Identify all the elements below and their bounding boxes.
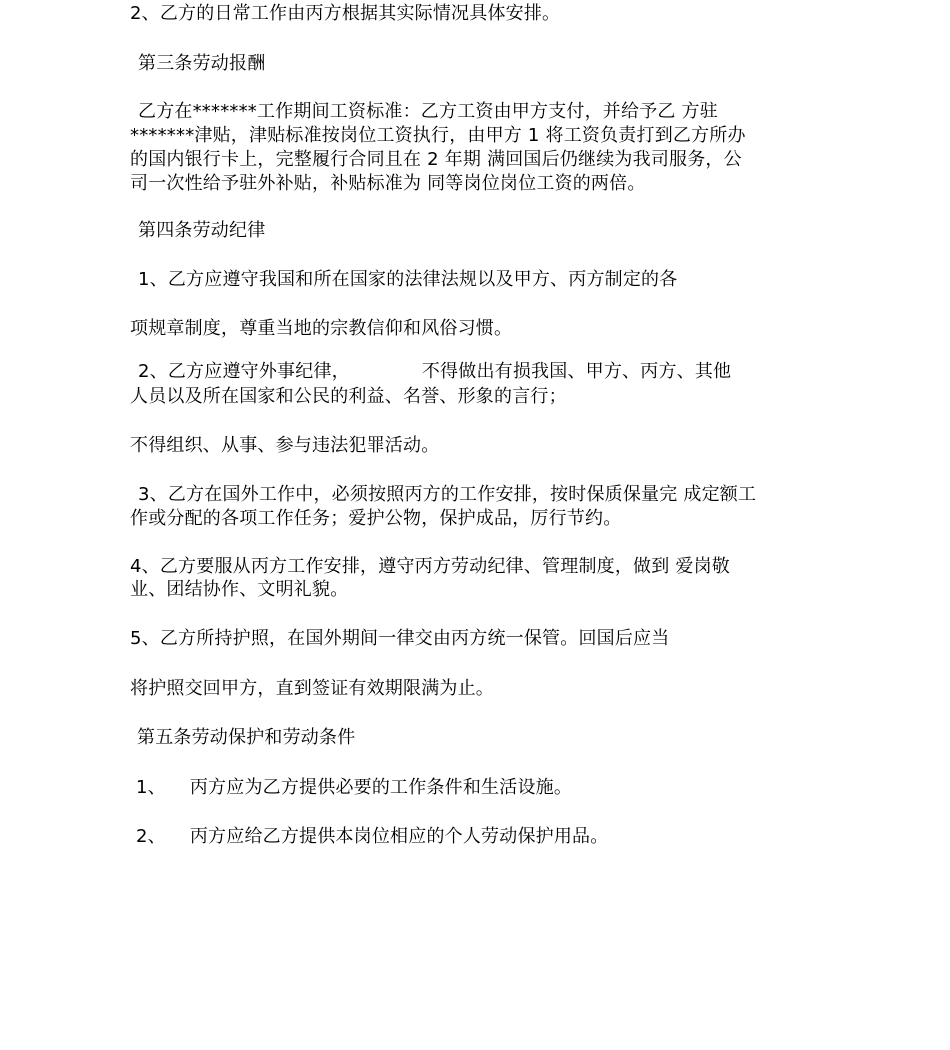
article-3-text-line-3: 的国内银行卡上，完整履行合同且在 2 年期 满回国后仍继续为我司服务，公 <box>130 149 742 170</box>
article-5-clause-2-number: 2、 <box>136 826 166 847</box>
article-4-heading: 第四条劳动纪律 <box>138 220 266 241</box>
article-3-heading: 第三条劳动报酬 <box>138 53 266 74</box>
article-4-clause-5-line-2: 将护照交回甲方，直到签证有效期限满为止。 <box>130 678 494 699</box>
article-4-clause-3-line-2: 作或分配的各项工作任务；爱护公物，保护成品，厉行节约。 <box>130 508 622 529</box>
article-4-clause-2-line-2: 人员以及所在国家和公民的利益、名誉、形象的言行； <box>130 386 567 407</box>
article-3-text-line-2: *******津贴，津贴标准按岗位工资执行，由甲方 1 将工资负责打到乙方所办 <box>130 125 746 146</box>
article-4-clause-5-line-1: 5、乙方所持护照，在国外期间一律交由丙方统一保管。回国后应当 <box>130 628 670 649</box>
article-4-clause-2-part-a: 2、乙方应遵守外事纪律， <box>138 361 350 382</box>
article-4-clause-2-line-1 <box>138 360 731 384</box>
article-3-text-line-1: 乙方在*******工作期间工资标准：乙方工资由甲方支付，并给予乙 方驻 <box>138 101 718 122</box>
clause-2-daily-work: 2、乙方的日常工作由丙方根据其实际情况具体安排。 <box>130 3 561 24</box>
article-4-clause-1-line-1: 1、乙方应遵守我国和所在国家的法律法规以及甲方、丙方制定的各 <box>138 269 678 290</box>
article-4-clause-4-line-1: 4、乙方要服从丙方工作安排，遵守丙方劳动纪律、管理制度，做到 爱岗敬 <box>130 556 730 577</box>
article-5-clause-1-text: 丙方应为乙方提供必要的工作条件和生活设施。 <box>189 777 573 798</box>
article-5-clause-2 <box>136 825 608 849</box>
article-3-text-line-4: 司一次性给予驻外补贴，补贴标准为 同等岗位岗位工资的两倍。 <box>130 173 646 194</box>
article-5-clause-2-text: 丙方应给乙方提供本岗位相应的个人劳动保护用品。 <box>189 826 609 847</box>
article-5-heading: 第五条劳动保护和劳动条件 <box>137 727 356 748</box>
article-4-clause-4-line-2: 业、团结协作、文明礼貌。 <box>130 579 349 600</box>
article-5-clause-1 <box>136 776 572 800</box>
article-4-clause-1-line-2: 项规章制度，尊重当地的宗教信仰和风俗习惯。 <box>130 318 513 339</box>
article-4-clause-2-part-b: 不得做出有损我国、甲方、丙方、其他 <box>421 361 732 382</box>
article-4-clause-3-line-1: 3、乙方在国外工作中，必须按照丙方的工作安排，按时保质保量完 成定额工 <box>138 484 757 505</box>
article-5-clause-1-number: 1、 <box>136 777 166 798</box>
article-4-clause-2-line-3: 不得组织、从事、参与违法犯罪活动。 <box>130 435 440 456</box>
